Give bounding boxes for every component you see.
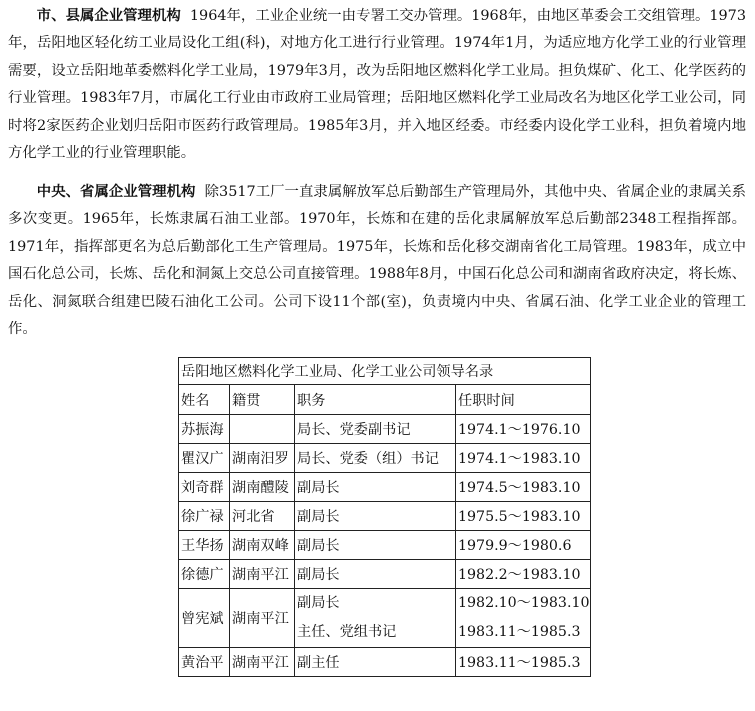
table-row [179,444,591,473]
term-line: 1982.10～1983.10 [458,595,590,611]
header-post: 职务 [295,385,456,415]
cell-post: 局长、党委（组）书记 [295,444,456,473]
cell-origin: 湖南平江 [230,589,295,648]
leaders-table [178,357,591,677]
cell-origin: 湖南醴陵 [230,473,295,502]
cell-term: 1974.5～1983.10 [456,473,591,502]
header-name: 姓名 [179,385,230,415]
paragraph-central-provincial [8,178,746,343]
cell-name: 苏振海 [179,415,230,444]
cell-name: 瞿汉广 [179,444,230,473]
post-line: 主任、党组书记 [297,624,397,640]
cell-post [295,589,456,648]
cell-post: 副局长 [295,502,456,531]
cell-term: 1975.5～1983.10 [456,502,591,531]
paragraph-body: 除3517工厂一直隶属解放军总后勤部生产管理局外，其他中央、省属企业的隶属关系多次变更。1965年，长炼隶属石油工业部。1970年，长炼和在建的岳化隶属解放军总后勤部2348工程指挥部。1971年，指挥部更名为总后勤部化工生产管理局。1975年，长炼和岳化移交湖南省化工局管理。1983年，成立中国石化总公司，长炼、岳化和洞氮上交总公司直接管理。1988年8月，中国石化总公司和湖南省政府决定，将长炼、岳化、洞氮联合组建巴陵石油化工公司。公司下设11个部(室)，负责境内中央、省属石油、化学工业企业的管理工作。 [8,184,746,338]
header-origin: 籍贯 [230,385,295,415]
table-row [179,531,591,560]
cell-name: 徐德广 [179,560,230,589]
cell-origin: 湖南平江 [230,648,295,677]
cell-term: 1974.1～1976.10 [456,415,591,444]
paragraph-heading: 中央、省属企业管理机构 [36,183,196,200]
cell-name: 徐广禄 [179,502,230,531]
table-caption: 岳阳地区燃料化学工业局、化学工业公司领导名录 [179,358,591,385]
cell-origin: 湖南平江 [230,560,295,589]
cell-post: 副主任 [295,648,456,677]
cell-origin: 湖南双峰 [230,531,295,560]
cell-post: 副局长 [295,560,456,589]
cell-term: 1982.2～1983.10 [456,560,591,589]
cell-name: 黄治平 [179,648,230,677]
paragraph-city-county [8,2,746,167]
paragraph-body: 1964年，工业企业统一由专署工交办管理。1968年，由地区革委会工交组管理。1973年，岳阳地区轻化纺工业局设化工组(科)，对地方化工进行行业管理。1974年1月，为适应地方化学工业的行业管理需要，设立岳阳地革委燃料化学工业局，1979年3月，改为岳阳地区燃料化学工业局。担负煤矿、化工、化学医药的行业管理。1983年7月，市属化工行业由市政府工业局管理；岳阳地区燃料化学工业局改名为地区化学工业公司，同时将2家医药企业划归岳阳市医药行政管理局。1985年3月，并入地区经委。市经委内设化学工业科，担负着境内地方化学工业的行业管理职能。 [8,8,746,162]
table-row [179,415,591,444]
cell-origin: 湖南汨罗 [230,444,295,473]
table-row [179,648,591,677]
cell-post: 副局长 [295,531,456,560]
table-caption-row [179,358,591,385]
cell-origin [230,415,295,444]
cell-post: 副局长 [295,473,456,502]
cell-origin: 河北省 [230,502,295,531]
header-term: 任职时间 [456,385,591,415]
table-header-row [179,385,591,415]
cell-term: 1974.1～1983.10 [456,444,591,473]
cell-name: 王华扬 [179,531,230,560]
cell-name: 刘奇群 [179,473,230,502]
cell-post: 局长、党委副书记 [295,415,456,444]
term-line: 1983.11～1985.3 [458,624,581,640]
cell-name: 曾宪斌 [179,589,230,648]
table-row [179,589,591,648]
table-row [179,502,591,531]
cell-term: 1979.9～1980.6 [456,531,591,560]
cell-term [456,589,591,648]
table-row [179,473,591,502]
cell-term: 1983.11～1985.3 [456,648,591,677]
table-row [179,560,591,589]
paragraph-heading: 市、县属企业管理机构 [36,7,181,24]
post-line: 副局长 [297,595,340,611]
